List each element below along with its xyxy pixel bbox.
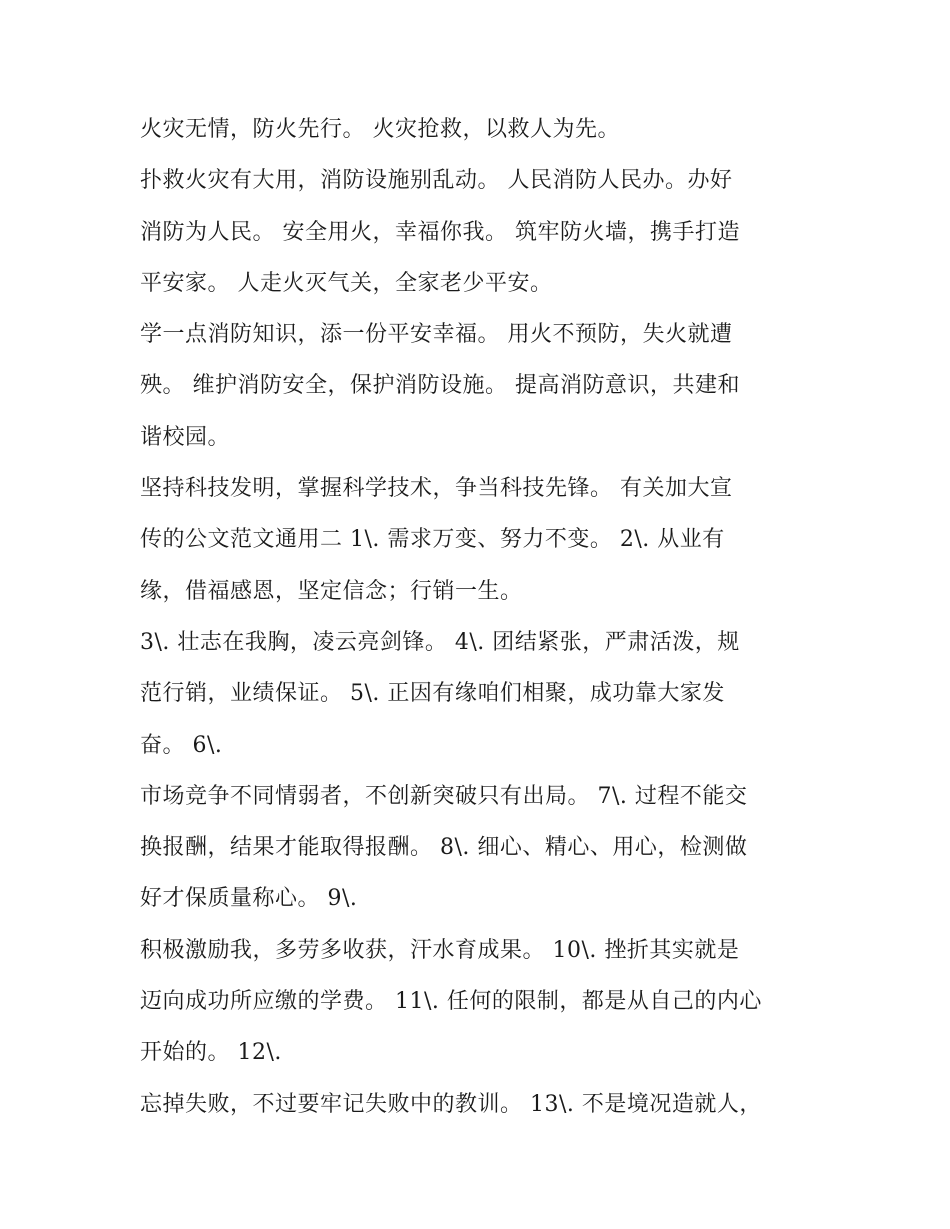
text-line: 扑救火灾有大用，消防设施别乱动。 人民消防人民办。办好: [140, 168, 733, 194]
text-line: 开始的。 12\.: [140, 1040, 282, 1066]
text-line: 好才保质量称心。 9\.: [140, 886, 358, 912]
text-line: 殃。 维护消防安全，保护消防设施。 提高消防意识，共建和: [140, 373, 740, 399]
text-line: 奋。 6\.: [140, 732, 223, 758]
text-line: 坚持科技发明，掌握科学技术，争当科技先锋。 有关加大宣: [140, 476, 733, 502]
text-line: 积极激励我，多劳多收获，汗水育成果。 10\. 挫折其实就是: [140, 937, 740, 963]
text-line: 3\. 壮志在我胸，凌云亮剑锋。 4\. 团结紧张，严肃活泼，规: [140, 629, 740, 655]
text-line: 忘掉失败，不过要牢记失败中的教训。 13\. 不是境况造就人，: [140, 1091, 762, 1117]
text-line: 平安家。 人走火灭气关，全家老少平安。: [140, 270, 553, 296]
text-line: 火灾无情，防火先行。 火灾抢救，以救人为先。: [140, 117, 620, 142]
text-line: 消防为人民。 安全用火，幸福你我。 筑牢防火墙，携手打造: [140, 219, 740, 245]
text-line: 市场竞争不同情弱者，不创新突破只有出局。 7\. 过程不能交: [140, 783, 748, 809]
text-line: 迈向成功所应缴的学费。 11\. 任何的限制，都是从自己的内心: [140, 989, 762, 1015]
text-line: 换报酬，结果才能取得报酬。 8\. 细心、精心、用心，检测做: [140, 835, 748, 861]
text-line: 缘，借福感恩，坚定信念；行销一生。: [140, 578, 523, 604]
text-line: 传的公文范文通用二 1\. 需求万变、努力不变。 2\. 从业有: [140, 527, 725, 553]
text-line: 学一点消防知识，添一份平安幸福。 用火不预防，失火就遭: [140, 322, 733, 348]
text-line: 谐校园。: [140, 424, 231, 450]
text-line: 范行销，业绩保证。 5\. 正因有缘咱们相聚，成功靠大家发: [140, 681, 725, 707]
document-body: [140, 104, 820, 1130]
